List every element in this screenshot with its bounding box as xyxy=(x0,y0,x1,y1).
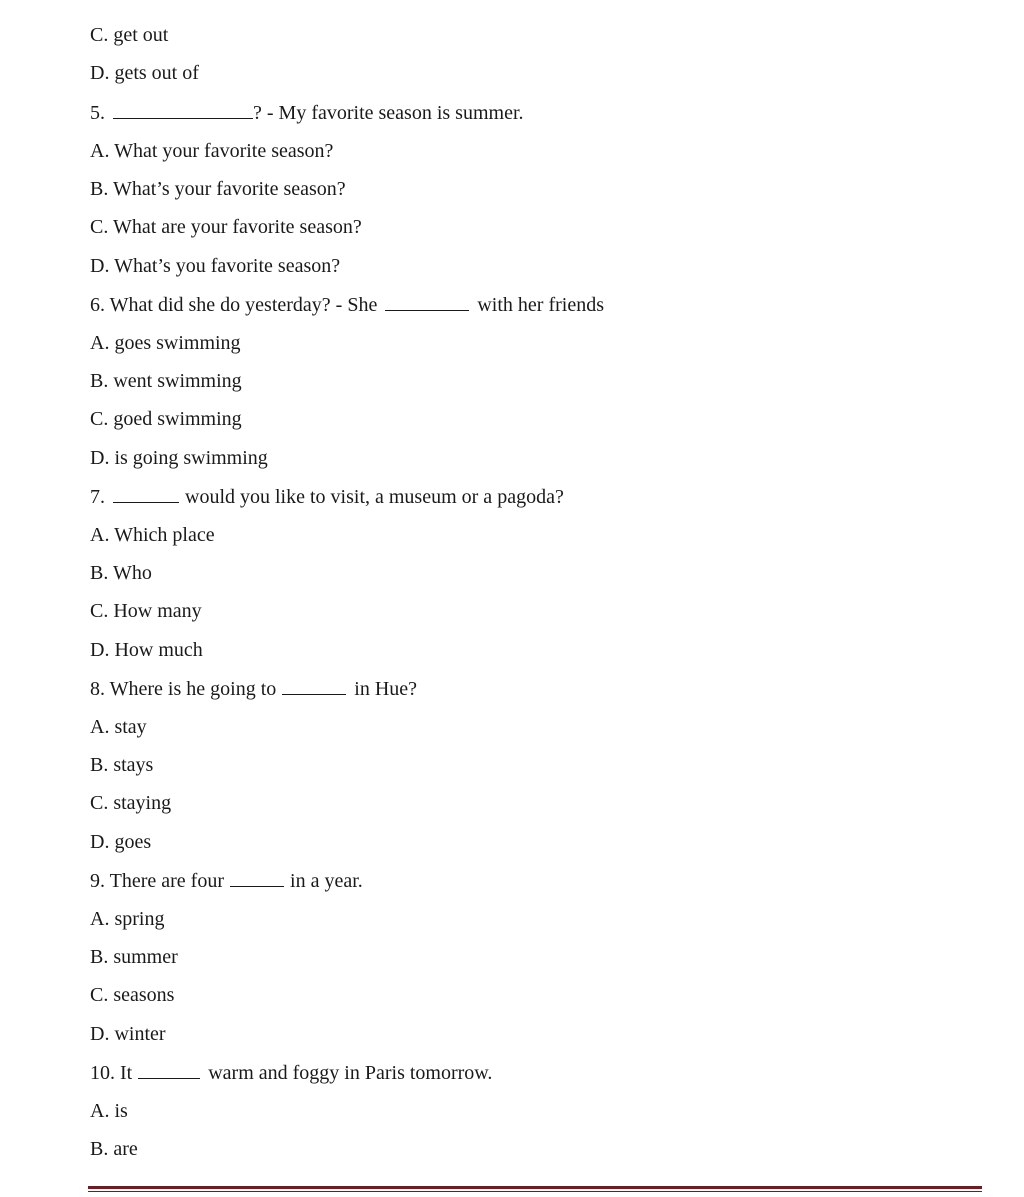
option-b-q5: B. What’s your favorite season? xyxy=(90,178,346,200)
option-b-q9: B. summer xyxy=(90,946,178,968)
question-6 xyxy=(90,292,604,317)
question-9 xyxy=(90,868,363,893)
answer-blank-5 xyxy=(113,100,253,119)
answer-blank-8 xyxy=(282,676,346,695)
footer-rule-thin xyxy=(88,1191,982,1192)
option-d-q5: D. What’s you favorite season? xyxy=(90,255,341,277)
option-b-q6: B. went swimming xyxy=(90,370,242,392)
option-d-q8: D. goes xyxy=(90,831,152,853)
option-b-q10: B. are xyxy=(90,1138,138,1160)
question-8-text: 8. Where is he going to xyxy=(90,678,277,700)
answer-blank-9 xyxy=(230,868,284,887)
option-c-q9: C. seasons xyxy=(90,984,175,1006)
option-b-q8: B. stays xyxy=(90,754,154,776)
question-8-tail: in Hue? xyxy=(354,678,418,700)
option-a-q6: A. goes swimming xyxy=(90,332,241,354)
option-a-q5: A. What your favorite season? xyxy=(90,140,334,162)
option-c-q6: C. goed swimming xyxy=(90,408,242,430)
option-d-q7: D. How much xyxy=(90,639,203,661)
question-6-tail: with her friends xyxy=(477,294,604,316)
question-7-text: would you like to visit, a museum or a pagoda? xyxy=(185,486,564,508)
option-c-q5: C. What are your favorite season? xyxy=(90,216,362,238)
option-d-q9: D. winter xyxy=(90,1023,166,1045)
option-d-q4: D. gets out of xyxy=(90,62,199,84)
question-5 xyxy=(90,100,524,125)
option-d-q6: D. is going swimming xyxy=(90,447,268,469)
option-c-q7: C. How many xyxy=(90,600,202,622)
question-10-text: 10. It xyxy=(90,1062,133,1084)
question-9-tail: in a year. xyxy=(290,870,363,892)
option-b-q7: B. Who xyxy=(90,562,152,584)
question-8 xyxy=(90,676,417,701)
question-10-tail: warm and foggy in Paris tomorrow. xyxy=(208,1062,493,1084)
question-9-text: 9. There are four xyxy=(90,870,225,892)
answer-blank-6 xyxy=(385,292,469,311)
question-6-text: 6. What did she do yesterday? - She xyxy=(90,294,378,316)
answer-blank-10 xyxy=(138,1060,200,1079)
option-a-q10: A. is xyxy=(90,1100,128,1122)
option-a-q8: A. stay xyxy=(90,716,147,738)
question-7-number: 7. xyxy=(90,486,105,508)
question-7 xyxy=(90,484,564,509)
option-c-q4: C. get out xyxy=(90,24,169,46)
question-5-text: ? - My favorite season is summer. xyxy=(253,102,524,124)
question-10 xyxy=(90,1060,492,1085)
answer-blank-7 xyxy=(113,484,179,503)
option-c-q8: C. staying xyxy=(90,792,172,814)
option-a-q9: A. spring xyxy=(90,908,165,930)
question-5-number: 5. xyxy=(90,102,105,124)
footer-rule xyxy=(88,1186,982,1189)
option-a-q7: A. Which place xyxy=(90,524,215,546)
